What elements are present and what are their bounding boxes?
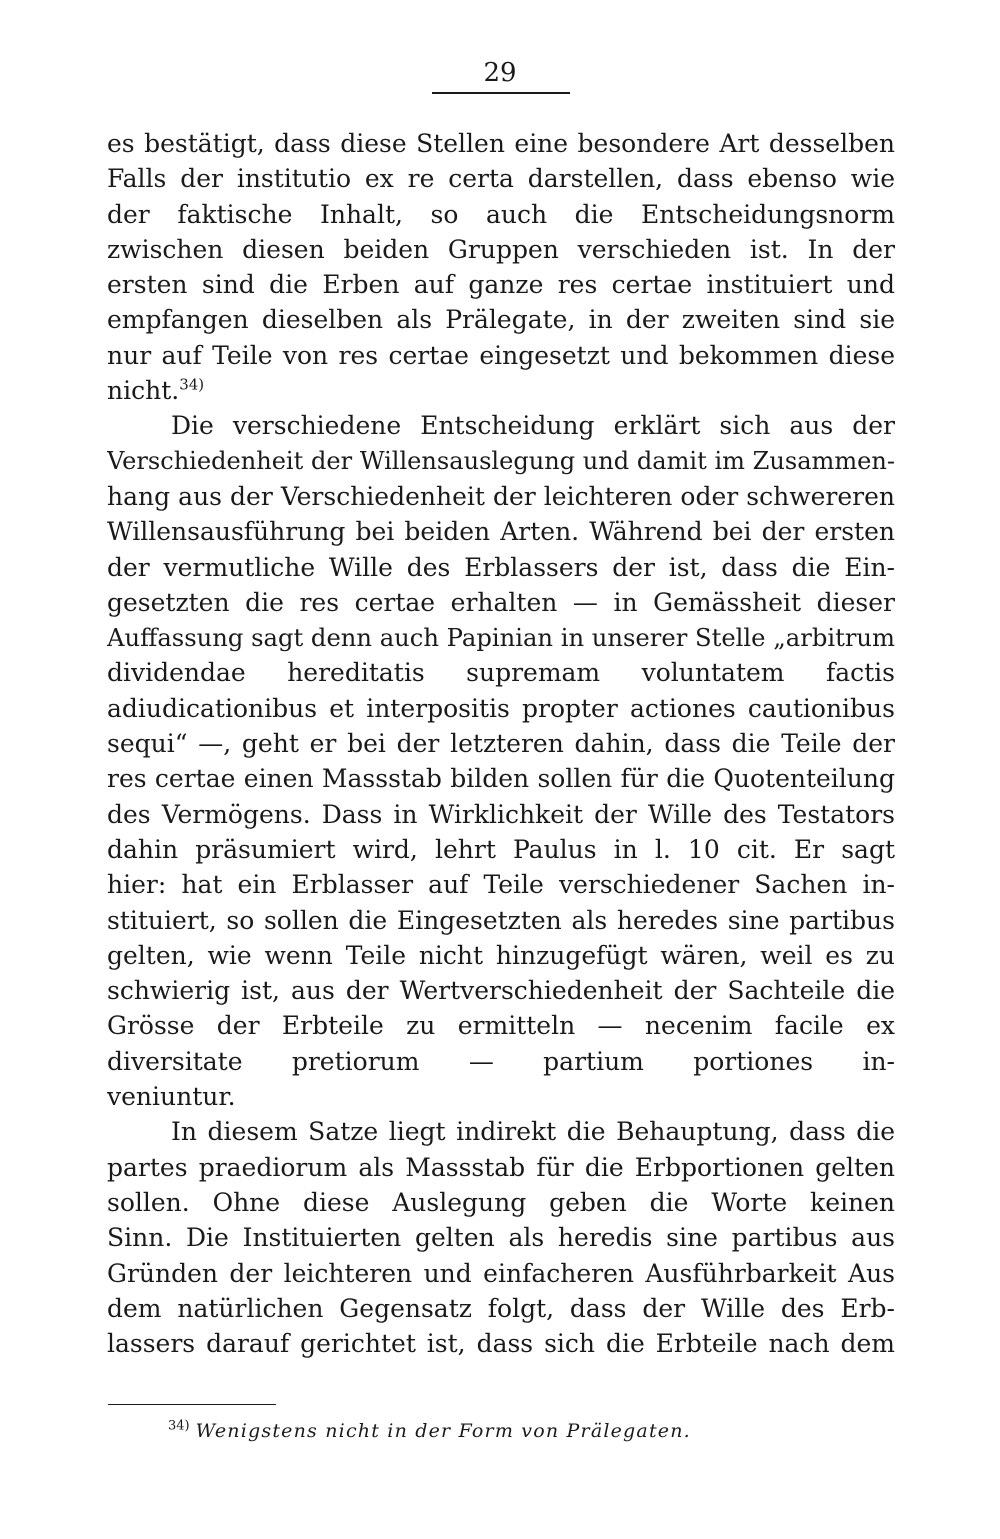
line-text: hang aus der Verschiedenheit der leichteren oder schwereren [107, 481, 895, 511]
text-line [107, 903, 895, 938]
line-text: Willensausführung bei beiden Arten. Während bei der ersten [107, 517, 895, 547]
line-text: empfangen dieselben als Prälegate, in der zweiten sind sie [107, 305, 895, 335]
line-text: schwierig ist, aus der Wertverschiedenheit der Sachteile die [107, 976, 895, 1006]
text-line [107, 408, 895, 443]
line-text: nicht. [107, 376, 180, 406]
text-line [107, 267, 895, 302]
text-line [107, 126, 895, 161]
line-text: res certae einen Massstab bilden sollen für die Quotenteilung [107, 764, 895, 794]
line-text: der vermutliche Wille des Erblassers der ist, dass die Ein- [107, 552, 895, 582]
footnote-mark: 34) [168, 1418, 190, 1434]
text-line [107, 832, 895, 867]
text-line [107, 338, 895, 373]
line-text: nur auf Teile von res certae eingesetzt und bekommen diese [107, 340, 895, 370]
text-line [107, 161, 895, 196]
line-text: gelten, wie wenn Teile nicht hinzugefügt wären, weil es zu [107, 940, 895, 970]
footnote-text: Wenigstens nicht in der Form von Prälegaten. [195, 1420, 691, 1442]
text-line [107, 302, 895, 337]
text-line [107, 1008, 895, 1043]
text-line [107, 444, 895, 479]
line-text: Sinn. Die Instituierten gelten als heredis sine partibus aus [107, 1223, 895, 1253]
line-text: es bestätigt, dass diese Stellen eine besondere Art desselben [107, 129, 895, 158]
text-line [107, 726, 895, 761]
text-line [107, 973, 895, 1008]
text-line [107, 1220, 895, 1255]
text-line [107, 479, 895, 514]
text-line [107, 232, 895, 267]
text-line [107, 867, 895, 902]
footnote-rule [108, 1404, 276, 1405]
footnote-reference: 34) [179, 375, 205, 394]
line-text: sequi“ —, geht er bei der letzteren dahin, dass die Teile der [107, 729, 895, 759]
line-text: des Vermögens. Dass in Wirklichkeit der Wille des Testators [107, 799, 895, 829]
line-text: partes praediorum als Massstab für die Erbportionen gelten [107, 1152, 895, 1182]
page-number: 29 [483, 58, 517, 88]
line-text: dahin präsumiert wird, lehrt Paulus in l. 10 cit. Er sagt [107, 834, 895, 864]
line-text: sollen. Ohne diese Auslegung geben die Worte keinen [107, 1187, 895, 1217]
line-text: In diesem Satze liegt indirekt die Behauptung, dass die [171, 1117, 895, 1147]
text-line [107, 1326, 895, 1361]
text-line [107, 1185, 895, 1220]
line-text: dividendae hereditatis supremam voluntatem factis [107, 658, 895, 688]
line-text: zwischen diesen beiden Gruppen verschieden ist. In der [107, 234, 895, 264]
line-text: lassers darauf gerichtet ist, dass sich die Erbteile nach dem [107, 1329, 895, 1359]
text-line [107, 1291, 895, 1326]
footnote [168, 1418, 788, 1444]
line-text: Grösse der Erbteile zu ermitteln — necenim facile ex [107, 1011, 895, 1041]
text-line [107, 620, 895, 655]
line-text: veniuntur. [107, 1082, 236, 1112]
line-text: ersten sind die Erben auf ganze res certae instituiert und [107, 270, 895, 300]
line-text: Die verschiedene Entscheidung erklärt sich aus der [171, 411, 895, 441]
text-line [107, 197, 895, 232]
text-line [107, 514, 895, 549]
text-line [107, 655, 895, 690]
line-text: Verschiedenheit der Willensauslegung und damit im Zusammen- [107, 446, 895, 475]
text-line [107, 1114, 895, 1149]
text-line [107, 761, 895, 796]
page-number-rule [432, 92, 570, 94]
line-text: Auffassung sagt denn auch Papinian in unserer Stelle „arbitrum [107, 623, 895, 653]
text-line [107, 797, 895, 832]
body-text [107, 126, 895, 1361]
text-line [107, 550, 895, 585]
text-line [107, 1044, 895, 1079]
line-text: stituiert, so sollen die Eingesetzten als heredes sine partibus [107, 905, 895, 935]
text-line [107, 691, 895, 726]
line-text: der faktische Inhalt, so auch die Entscheidungsnorm [107, 199, 895, 229]
line-text: Gründen der leichteren und einfacheren Ausführbarkeit Aus [107, 1258, 895, 1288]
line-text: Falls der institutio ex re certa darstellen, dass ebenso wie [107, 164, 895, 194]
line-text: gesetzten die res certae erhalten — in Gemässheit dieser [107, 587, 895, 617]
text-line [107, 1150, 895, 1185]
text-line [107, 1079, 895, 1114]
line-text: hier: hat ein Erblasser auf Teile verschiedener Sachen in- [107, 870, 895, 900]
line-text: diversitate pretiorum — partium portiones in- [107, 1046, 895, 1076]
text-line [107, 373, 895, 408]
line-text: dem natürlichen Gegensatz folgt, dass der Wille des Erb- [107, 1293, 895, 1323]
text-line [107, 1256, 895, 1291]
text-line [107, 585, 895, 620]
text-line [107, 938, 895, 973]
line-text: adiudicationibus et interpositis propter actiones cautionibus [107, 693, 895, 723]
